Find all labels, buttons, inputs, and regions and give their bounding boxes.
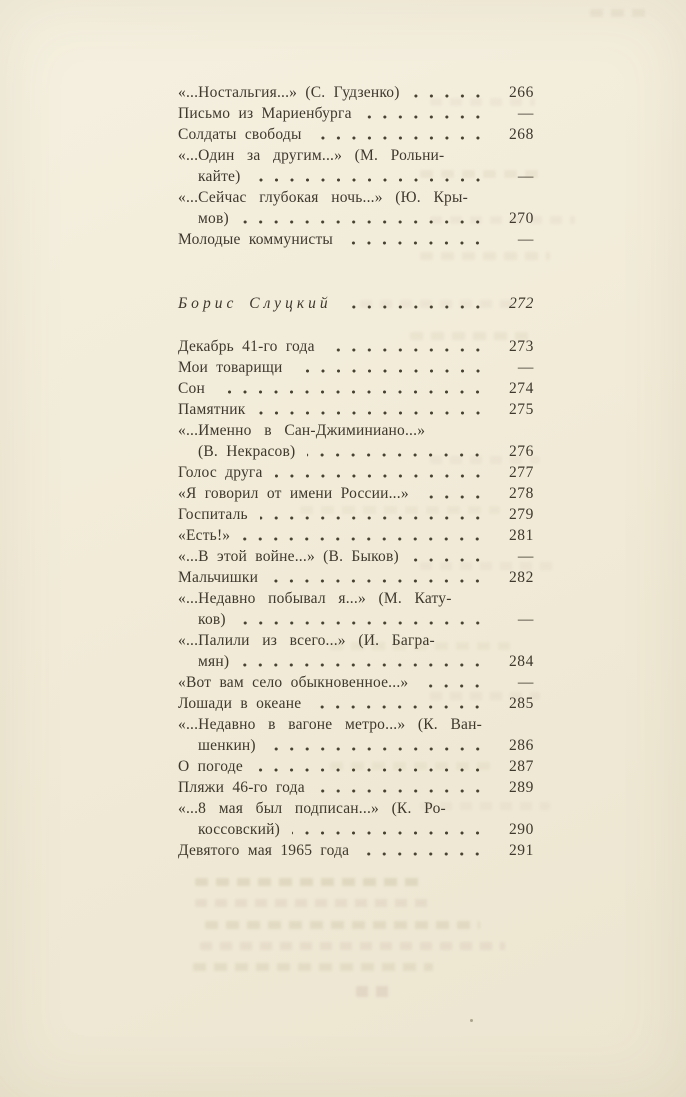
toc-entry-title: «Вот вам село обыкновенное...» — [178, 674, 409, 691]
dot-leader — [258, 411, 491, 415]
bleed-through-line — [195, 899, 430, 907]
toc-row — [178, 525, 534, 546]
dot-leader — [421, 495, 491, 499]
toc-list — [178, 82, 534, 861]
dot-leader — [361, 852, 491, 856]
dot-leader — [327, 348, 491, 352]
toc-entry-page: 268 — [508, 126, 534, 143]
toc-row — [178, 693, 534, 714]
toc-entry-page: 270 — [508, 210, 534, 227]
toc-entry-page: — — [517, 548, 534, 565]
toc-entry-page: 279 — [508, 506, 534, 523]
bleed-through-line — [193, 963, 433, 971]
toc-entry-title: ков) — [198, 611, 226, 628]
toc-row — [178, 714, 534, 735]
toc-row — [178, 546, 534, 567]
dot-leader — [420, 684, 491, 688]
dot-leader — [255, 768, 491, 772]
toc-entry-title: Голос друга — [178, 464, 263, 481]
toc-entry-page: 291 — [508, 842, 534, 859]
toc-entry-title: Девятого мая 1965 года — [178, 842, 350, 859]
toc-row — [178, 651, 534, 672]
dot-leader — [345, 241, 491, 245]
toc-row — [178, 483, 534, 504]
toc-entry-title: мов) — [198, 210, 229, 227]
toc-row — [178, 735, 534, 756]
toc-entry-page: 272 — [508, 295, 534, 312]
toc-entry-title: шенкин) — [198, 737, 256, 754]
toc-entry-title: Лошади в океане — [178, 695, 302, 712]
bleed-through-line — [590, 9, 650, 17]
toc-entry-page: — — [517, 674, 534, 691]
toc-entry-title: Памятник — [178, 401, 246, 418]
toc-author-name: Борис Слуцкий — [178, 295, 332, 312]
toc-row — [178, 124, 534, 145]
dot-leader — [217, 390, 491, 394]
toc-entry-title: О погоде — [178, 758, 243, 775]
toc-row — [178, 672, 534, 693]
toc-row — [178, 777, 534, 798]
toc-entry-title: кайте) — [198, 168, 241, 185]
toc-row — [178, 567, 534, 588]
dot-leader — [268, 747, 491, 751]
toc-row — [178, 208, 534, 229]
toc-row — [178, 103, 534, 124]
toc-entry-title: мян) — [198, 653, 230, 670]
toc-entry-title: Молодые коммунисты — [178, 231, 334, 248]
toc-entry-page: 285 — [508, 695, 534, 712]
toc-entry-title: Солдаты свободы — [178, 126, 302, 143]
toc-entry-title: коссовский) — [198, 821, 280, 838]
toc-entry-page: — — [517, 105, 534, 122]
toc-entry-title: «...Один за другим...» (М. Рольни- — [178, 147, 445, 164]
dot-leader — [241, 663, 491, 667]
toc-row — [178, 357, 534, 378]
toc-entry-title: «Есть!» — [178, 527, 231, 544]
toc-author-row — [178, 293, 534, 314]
toc-entry-title: Пляжи 46-го года — [178, 779, 305, 796]
dot-leader — [275, 474, 491, 478]
dot-leader — [307, 453, 491, 457]
toc-entry-title: Сон — [178, 380, 205, 397]
toc-row — [178, 609, 534, 630]
toc-entry-page: — — [517, 231, 534, 248]
toc-entry-page: — — [517, 168, 534, 185]
toc-entry-page: 282 — [508, 569, 534, 586]
toc-entry-title: (В. Некрасов) — [198, 443, 296, 460]
dot-leader — [242, 537, 491, 541]
toc-entry-title: «...Ностальгия...» (С. Гудзенко) — [178, 84, 400, 101]
dot-leader — [238, 621, 491, 625]
toc-entry-page: 278 — [508, 485, 534, 502]
paper-speck — [470, 1019, 473, 1022]
dot-leader — [253, 178, 492, 182]
toc-entry-title: Письмо из Мариенбурга — [178, 105, 352, 122]
toc-row — [178, 798, 534, 819]
toc-entry-page: 277 — [508, 464, 534, 481]
toc-entry-title: «...Недавно побывал я...» (М. Кату- — [178, 590, 452, 607]
toc-entry-title: «...Недавно в вагоне метро...» (К. Ван- — [178, 716, 482, 733]
toc-entry-title: «...Палили из всего...» (И. Багра- — [178, 632, 435, 649]
toc-row — [178, 630, 534, 651]
toc-row — [178, 378, 534, 399]
toc-entry-title: «Я говорил от имени России...» — [178, 485, 409, 502]
toc-row — [178, 840, 534, 861]
toc-entry-title: «...8 мая был подписан...» (К. Ро- — [178, 800, 446, 817]
toc-row — [178, 504, 534, 525]
toc-entry-title: «...В этой войне...» (В. Быков) — [178, 548, 399, 565]
dot-leader — [270, 579, 491, 583]
toc-entry-page: 290 — [508, 821, 534, 838]
toc-entry-page: 281 — [508, 527, 534, 544]
dot-leader — [344, 305, 491, 309]
dot-leader — [412, 94, 491, 98]
toc-row — [178, 145, 534, 166]
toc-row — [178, 166, 534, 187]
toc-entry-title: Декабрь 41-го года — [178, 338, 315, 355]
dot-leader — [260, 516, 491, 520]
toc-row — [178, 819, 534, 840]
toc-entry-page: 266 — [508, 84, 534, 101]
bleed-through-line — [205, 921, 480, 929]
bleed-through-line — [195, 878, 420, 886]
toc-row — [178, 187, 534, 208]
toc-entry-page: 289 — [508, 779, 534, 796]
toc-entry-page: 275 — [508, 401, 534, 418]
toc-row — [178, 756, 534, 777]
toc-row — [178, 588, 534, 609]
toc-entry-page: 276 — [508, 443, 534, 460]
bleed-through-line — [200, 942, 505, 950]
toc-entry-title: Госпиталь — [178, 506, 248, 523]
toc-entry-title: «...Сейчас глубокая ночь...» (Ю. Кры- — [178, 189, 468, 206]
dot-leader — [241, 220, 491, 224]
dot-leader — [314, 136, 491, 140]
toc-entry-page: 286 — [508, 737, 534, 754]
dot-leader — [411, 558, 491, 562]
toc-entry-page: — — [517, 359, 534, 376]
toc-row — [178, 399, 534, 420]
dot-leader — [292, 831, 491, 835]
bleed-through-page-number — [356, 986, 390, 997]
dot-leader — [313, 705, 491, 709]
dot-leader — [295, 369, 492, 373]
dot-leader — [317, 789, 491, 793]
toc-entry-title: «...Именно в Сан-Джиминиано...» — [178, 422, 426, 439]
toc-entry-title: Мальчишки — [178, 569, 259, 586]
toc-entry-page: 273 — [508, 338, 534, 355]
toc-entry-page: — — [517, 611, 534, 628]
dot-leader — [364, 115, 491, 119]
toc-entry-page: 284 — [508, 653, 534, 670]
toc-entry-title: Мои товарищи — [178, 359, 283, 376]
toc-entry-page: 274 — [508, 380, 534, 397]
toc-row — [178, 441, 534, 462]
toc-row — [178, 462, 534, 483]
toc-entry-page: 287 — [508, 758, 534, 775]
toc-row — [178, 336, 534, 357]
toc-row — [178, 229, 534, 250]
toc-row — [178, 420, 534, 441]
toc-row — [178, 82, 534, 103]
